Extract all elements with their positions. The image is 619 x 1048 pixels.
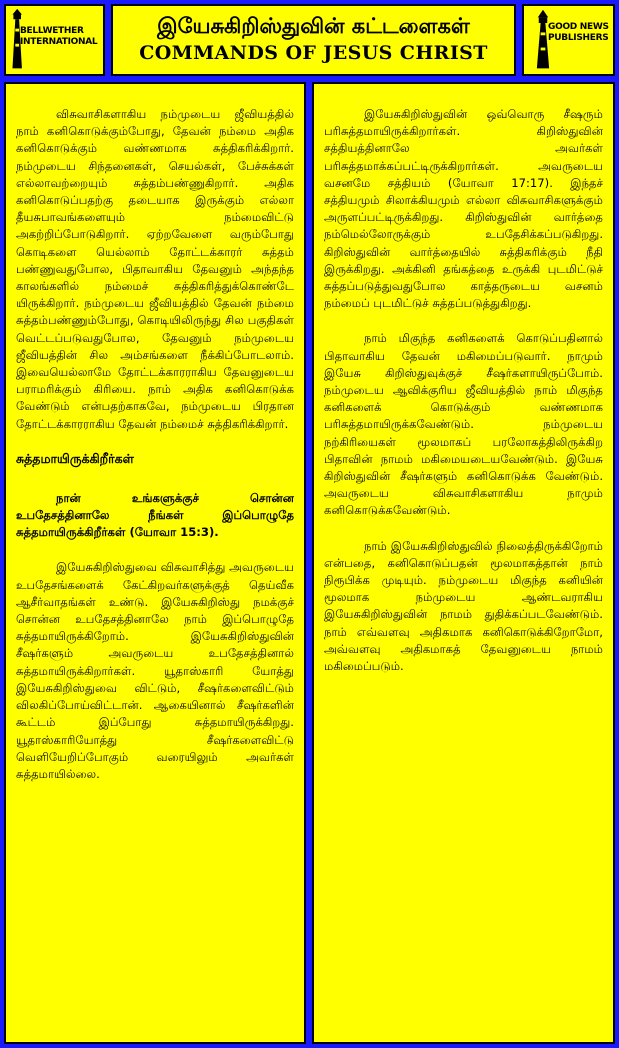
body-paragraph: இயேசுகிறிஸ்துவை விசுவாசித்து அவருடைய உபதேசங்களைக் கேட்கிறவர்களுக்குத் தெய்வீக ஆசீர்வாதங்கள் உண்டு. இயேசுகிறிஸ்து நமக்குச் சொன்ன உபதேசத்தினாலே நாம் இப்பொழுதே சுத்தமாயிருக்கிறோம். இயேசுகிறிஸ்துவின் சீஷர்களும் அவருடைய உபதேசத்தினால் சுத்தமாயிருக்கிறார்கள். யூதாஸ்காரி யோத்து இயேசுகிறிஸ்துவை விட்டும், சீஷர்களைவிட்டும் விலகிப்போய்விட்டான். ஆகையினால் சீஷர்களின் கூட்டம் இப்போது சுத்தமாயிருக்கிறது. யூதாஸ்காரியோத்து சீஷர்களைவிட்டு வெளியேறிப்போகும் வரையிலும் அவர்கள் சுத்தமாயில்லை.: [16, 560, 294, 781]
bellwether-logo: [4, 4, 105, 76]
body-paragraph: நாம் இயேசுகிறிஸ்துவில் நிலைத்திருக்கிறோம் என்பதை, கனிகொடுப்பதன் மூலமாகத்தான் நாம் நிரூபிக்க முடியும். நம்முடைய மிகுந்த கனியின் மூலமாக நம்முடைய ஆண்டவராகிய இயேசுகிறிஸ்துவின் நாமம் துதிக்கப்படவேண்டும். நாம் எவ்வளவு அதிகமாக கனிகொடுக்கிறோமோ, அவ்வளவு அதிகமாகத் தேவனுடைய நாமம் மகிமைப்படும்.: [324, 538, 603, 674]
right-column: [312, 82, 615, 1044]
body-paragraph: நாம் மிகுந்த கனிகளைக் கொடுப்பதினால் பிதாவாகிய தேவன் மகிமைப்படுவார். நாமும் இயேசு கிறிஸ்துவுக்குச் சீஷர்களாயிருப்போம். நம்முடைய ஆவிக்குரிய ஜீவியத்தில் நாம் மிகுந்த கனிகளைக் கொடுக்கும் வண்ணமாக பரிசுத்தமாயிருக்கவேண்டும். நம்முடைய நற்கிரியைகள் மூலமாகப் பரலோகத்திலிருக்கிற பிதாவின் நாமம் மகிமையடையவேண்டும். இயேசு கிறிஸ்துவின் சீஷர்களும் கனிகொடுக்க வேண்டும். அவருடைய விசுவாசிகளாகிய நாமும் கனிகொடுக்கவேண்டும்.: [324, 331, 603, 518]
logo-line: BELLWETHER: [20, 26, 84, 36]
body-paragraph: விசுவாசிகளாகிய நம்முடைய ஜீவியத்தில் நாம் கனிகொடுக்கும்போது, தேவன் நம்மை அதிக கனிகொடுக்கும் வண்ணமாக சுத்திகரிக்கிறார். நம்முடைய சிந்தனைகள், செயல்கள், பேச்சுக்கள் எல்லாவற்றையும் சுத்தம்பண்ணுகிறார். அதிக கனிகொடுப்பதற்கு தடையாக இருக்கும் எல்லா தீயசுபாவங்களையும் நம்மைவிட்டு அகற்றிப்போடுகிறார். ஏற்றவேளை வரும்போது கொடிகளை யெல்லாம் தோட்டக்காரர் சுத்தம் பண்ணுவதுபோல, பிதாவாகிய தேவனும் அந்தந்த காலங்களில் நம்மைச் சுத்திகரித்துக்கொண்டே யிருக்கிறார். நம்முடைய ஜீவியத்தில் தேவன் நம்மை சுத்தம்பண்ணும்போது, கொடியிலிருந்து சில பகுதிகள் வெட்டப்படுவதுபோல, தேவனும் நம்முடைய ஜீவியத்தின் சில அம்சங்களை நீக்கிப்போடலாம். இவையெல்லாமே தோட்டக்காரராகிய தேவனுடைய பராமரிக்கும் கிரியை. நாம் அதிக கனிகொடுக்க வேண்டும் என்பதற்காகவே, நம்முடைய பிரதான தோட்டக்காரராகிய தேவன் நம்மைச் சுத்திகரிக்கிறார்.: [16, 107, 294, 431]
scripture-verse: நான் உங்களுக்குச் சொன்ன உபதேசத்தினாலே நீங்கள் இப்பொழுதே சுத்தமாயிருக்கிறீர்கள் (யோவா 15:3).: [16, 490, 294, 540]
left-column: [4, 82, 306, 1044]
bellwether-logo-text: [20, 26, 97, 48]
logo-line: INTERNATIONAL: [20, 37, 98, 47]
section-heading: சுத்தமாயிருக்கிறீர்கள்: [16, 450, 134, 466]
left-column-content: [16, 106, 294, 801]
page-title-english: COMMANDS OF JESUS CHRIST: [139, 42, 488, 64]
logo-line: PUBLISHERS: [548, 33, 609, 43]
good-news-logo-text: [548, 22, 609, 44]
page-title-tamil: இயேசுகிறிஸ்துவின் கட்டளைகள்: [157, 14, 470, 38]
page-title-box: [111, 4, 516, 76]
good-news-logo: [522, 4, 615, 76]
right-column-content: [324, 106, 603, 693]
body-paragraph: இயேசுகிறிஸ்துவின் ஒவ்வொரு சீஷரும் பரிசுத்தமாயிருக்கிறார்கள். கிறிஸ்துவின் சத்தியத்தினாலே அவர்கள் பரிசுத்தமாக்கப்பட்டிருக்கிறார்கள். அவருடைய வசனமே சத்தியம் (யோவா 17:17). இந்தச் சத்தியமும் சிலாக்கியமும் எல்லா விசுவாசிகளுக்கும் அருளப்பட்டிருக்கிறது. கிறிஸ்துவின் வார்த்தை நம்மெல்லோருக்கும் உபதேசிக்கப்படுகிறது. கிறிஸ்துவின் வார்த்தையில் சுத்திகரிக்கும் நீதி இருக்கிறது. அக்கினி தங்கத்தை உருக்கி புடமிட்டுச் சுத்தப்படுத்துவதுபோல காத்தருடைய வசனம் நம்மைப் புடமிட்டுச் சுத்தப்படுத்துகிறது.: [324, 107, 603, 311]
logo-line: GOOD NEWS: [548, 22, 609, 32]
